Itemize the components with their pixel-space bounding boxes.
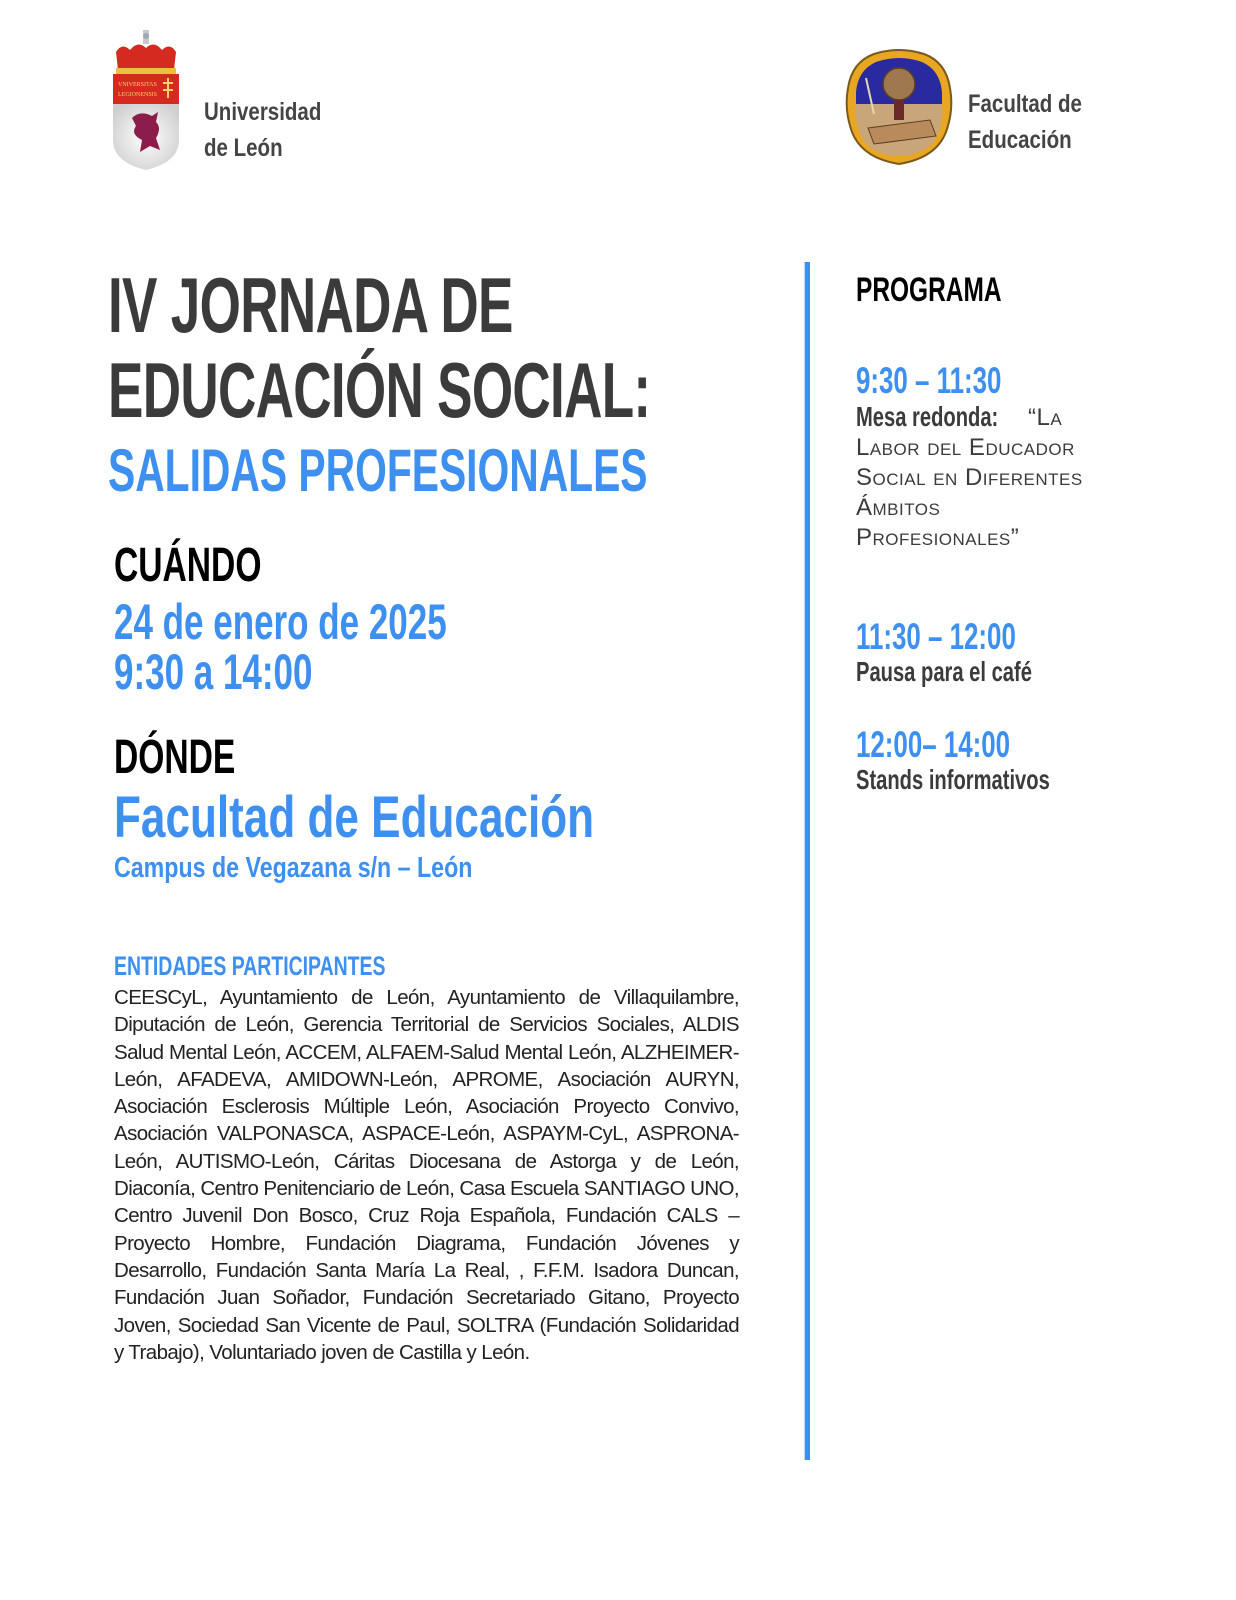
faculty-emblem-icon [844,48,954,166]
entities-list: CEESCyL, Ayuntamiento de León, Ayuntamiento de Villaquilambre, Diputación de León, Gerencia Territorial de Servicios Sociales, ALDIS Salud Mental León, ACCEM, ALFAEM-Salud Mental León, ALZHEIMER-León, AFADEVA, AMIDOWN-León, APROME, Asociación AURYN, Asociación Esclerosis Múltiple León, Asociación Proyecto Convivo, Asociación VALPONASCA, ASPACE-León, ASPAYM-CyL, ASPRONA-León, AUTISMO-León, Cáritas Diocesana de Astorga y de León, Diaconía, Centro Penitenciario de León, Casa Escuela SANTIAGO UNO, Centro Juvenil Don Bosco, Cruz Roja Española, Fundación CALS – Proyecto Hombre, Fundación Diagrama, Fundación Jóvenes y Desarrollo, Fundación Santa María La Real, , F.F.M. Isadora Duncan, Fundación Juan Soñador, Fundación Secretariado Gitano, Proyecto Joven, Sociedad San Vicente de Paul, SOLTRA (Fundación Solidaridad y Trabajo), Voluntariado joven de Castilla y León. [114,986,739,1364]
program-slot-1-detail: “La Labor del Educador Social en Diferentes Ámbitos Profesionales” [856,404,1083,551]
faculty-name-line1: Facultad de [968,90,1082,118]
program-slot-3-time: 12:00– 14:00 [856,724,1011,765]
event-venue: Facultad de Educación [114,785,595,850]
event-subtitle: SALIDAS PROFESIONALES [108,437,648,504]
university-shield-icon [110,30,182,170]
svg-text:VNIVERSITAS: VNIVERSITAS [118,82,157,88]
when-heading: CUÁNDO [114,539,262,592]
event-date: 24 de enero de 2025 [114,594,447,650]
event-address: Campus de Vegazana s/n – León [114,852,473,884]
column-divider [804,262,810,1460]
faculty-name [968,86,1082,158]
entities-heading: ENTIDADES PARTICIPANTES [114,951,386,981]
university-name-line2: de León [204,134,283,162]
svg-text:LEGIONENSIS: LEGIONENSIS [118,92,157,98]
program-heading: PROGRAMA [856,271,1002,309]
event-time: 9:30 a 14:00 [114,644,313,700]
faculty-name-line2: Educación [968,126,1072,154]
program-slot-2-label: Pausa para el café [856,656,1032,687]
university-name-line1: Universidad [204,98,322,126]
program-slot-1-time: 9:30 – 11:30 [856,360,1002,401]
where-heading: DÓNDE [114,731,236,784]
program-slot-3-label: Stands informativos [856,764,1050,795]
event-title-line1: IV JORNADA DE [108,261,513,349]
program-slot-1-label: Mesa redonda: [856,401,999,432]
event-title-line2: EDUCACIÓN SOCIAL: [108,346,651,434]
program-slot-2-time: 11:30 – 12:00 [856,616,1016,657]
university-name [204,94,321,166]
